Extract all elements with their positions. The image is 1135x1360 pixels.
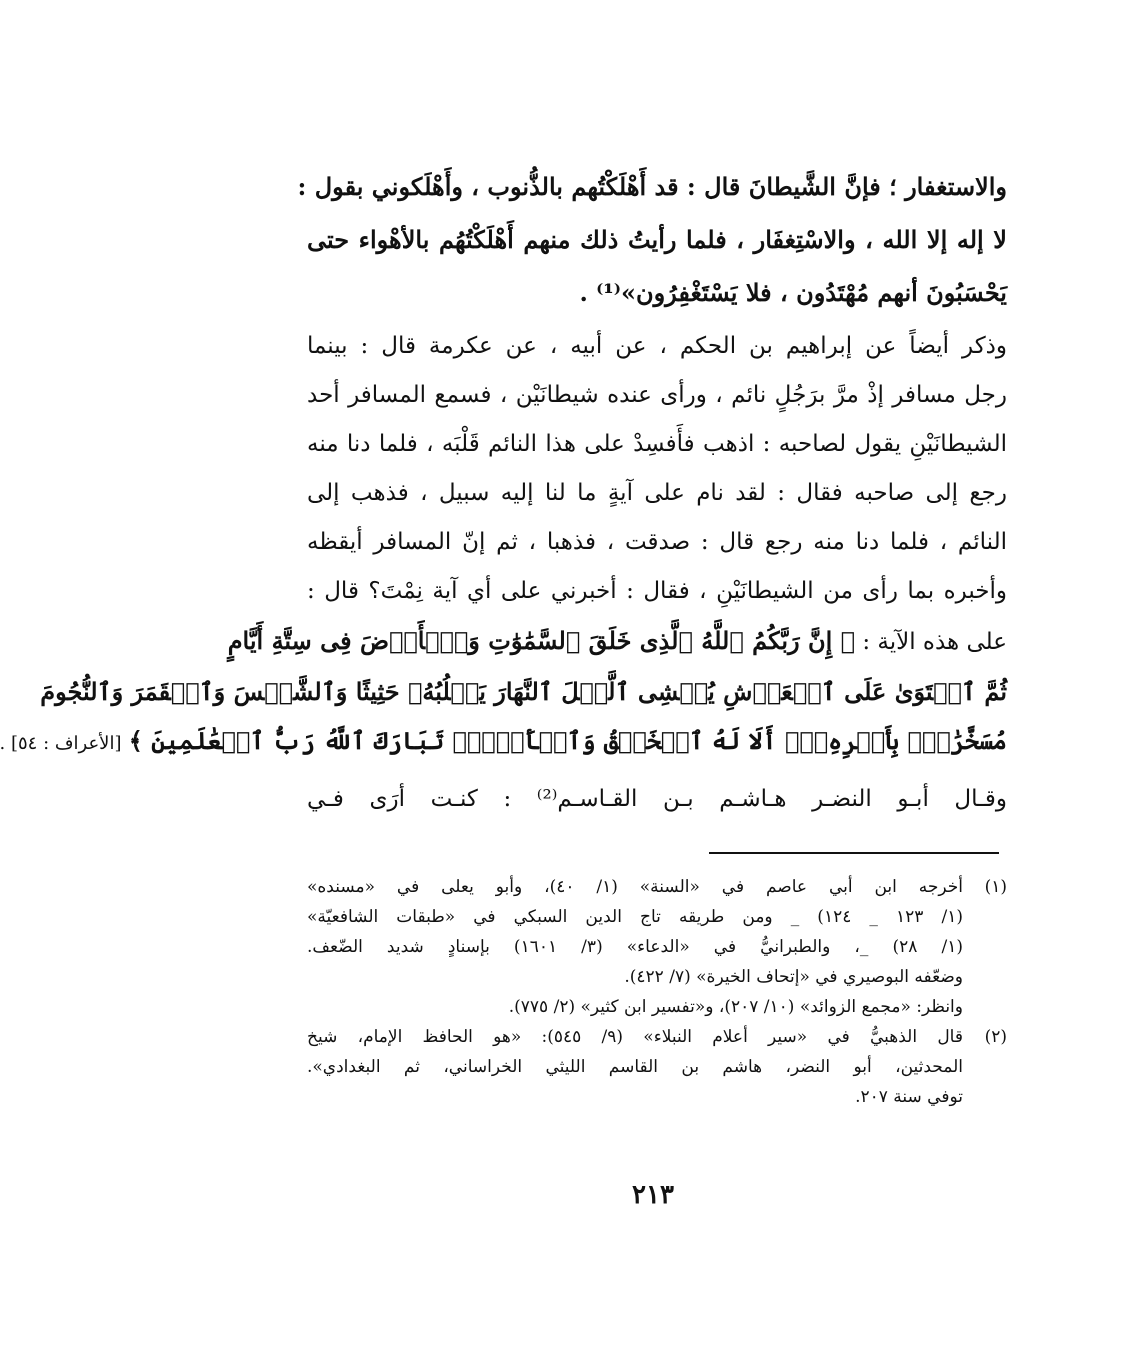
footnote-2 (307, 1022, 1007, 1112)
text-line: لا إله إلا الله ، والاسْتِغفَار ، فلما رأيتُ ذلك منهم أَهْلَكْتُهُم بالأهْواء حتى (307, 225, 1007, 254)
text-line: وذكر أيضاً عن إبراهيم بن الحكم ، عن أبيه ، عن عكرمة قال : بينما (307, 333, 1007, 359)
text-line: يَحْسَبُونَ أنهم مُهْتَدُون ، فلا يَسْتَغْفِرُون»⁽¹⁾ . (579, 278, 1007, 307)
footnote-1 (307, 872, 1007, 1022)
text-line: رجل مسافر إذْ مرَّ برَجُلٍ نائم ، ورأى عنده شيطانَيْن ، فسمع المسافر أحد (307, 382, 1007, 408)
footnote-line: توفي سنة ٢٠٧. (855, 1087, 963, 1107)
paragraph-story (0, 322, 1007, 768)
verse-line-end (0, 716, 1007, 768)
quran-verse-part3: مُسَخَّرَٰتِۭ بِأَمۡرِهِۦٓۗ أَلَا لَهُ ٱلۡخَلۡقُ وَٱلۡأَمۡرُۗ تَبَارَكَ ٱللَّهُ رَبُّ ٱلۡعَٰلَمِينَ ﴾ (128, 726, 1007, 755)
page-number: ٢١٣ (632, 1180, 674, 1210)
quran-verse-part1: ﴿ إِنَّ رَبَّكُمُ ٱللَّهُ ٱلَّذِى خَلَقَ ٱلسَّمَٰوَٰتِ وَٱلۡأَرۡضَ فِى سِتَّةِ أَيَّامٍ (227, 626, 855, 655)
text-line: رجع إلى صاحبه فقال : لقد نام على آيةٍ ما لنا إليه سبيل ، فذهب إلى (307, 480, 1007, 506)
text-line: والاستغفار ؛ فإنَّ الشَّيطانَ قال : قد أَهْلَكْتُهم بالذُّنوب ، وأَهْلَكوني بقول : (297, 172, 1007, 201)
footnote-line: قال الذهبيُّ في «سير أعلام النبلاء» (٩/ ٥٤٥): «هو الحافظ الإمام، شيخ (307, 1027, 963, 1047)
paragraph-abu-nadr (307, 776, 1007, 822)
footnotes (307, 872, 1007, 1112)
footnote-line: المحدثين، أبو النضر، هاشم بن القاسم الليثي الخراساني، ثم البغدادي». (307, 1057, 963, 1077)
text-line: النائم ، فلما دنا منه رجع قال : صدقت ، فذهبا ، ثم إنّ المسافر أيقظه (307, 529, 1007, 555)
quran-verse-part2: ثُمَّ ٱسۡتَوَىٰ عَلَى ٱلۡعَرۡشِ يُغۡشِى ٱلَّيۡلَ ٱلنَّهَارَ يَطۡلُبُهُۥ حَثِيثًا وَٱلشَّمۡسَ وَٱلۡقَمَرَ وَٱلنُّجُومَ (40, 677, 1007, 706)
footnote-number: (١) (984, 877, 1007, 897)
footnote-separator (709, 852, 999, 854)
footnote-line: أخرجه ابن أبي عاصم في «السنة» (١/ ٤٠)، وأبو يعلى في «مسنده» (307, 877, 963, 897)
footnote-number: (٢) (984, 1027, 1007, 1047)
paragraph-istighfar (297, 160, 1007, 319)
footnote-line: (١/ ٢٨) _، والطبرانيُّ في «الدعاء» (٣/ ١٦٠١) بإسنادٍ شديد الضّعف. (307, 937, 963, 957)
text-line: وأخبره بما رأى من الشيطانَيْنِ ، فقال : أخبرني على أي آية نِمْتَ؟ قال : (307, 578, 1007, 604)
verse-line (227, 616, 1007, 667)
footnote-line: وضعّفه البوصيري في «إتحاف الخيرة» (٧/ ٤٢٢). (624, 967, 963, 987)
footnote-line: وانظر: «مجمع الزوائد» (١٠/ ٢٠٧)، و«تفسير ابن كثير» (٢/ ٧٧٥). (508, 997, 963, 1017)
verse-reference: [الأعراف : ٥٤] . (0, 733, 122, 754)
verse-intro: على هذه الآية : (862, 629, 1007, 655)
text-line: الشيطانَيْنِ يقول لصاحبه : اذهب فأَفسِدْ على هذا النائم قَلْبَه ، فلما دنا منه (307, 431, 1007, 457)
footnote-line: (١/ ١٢٣ _ ١٢٤) _ ومن طريقه تاج الدين السبكي في «طبقات الشافعيّة» (307, 907, 963, 927)
text-line: وقـال أبـو النضـر هـاشـم بـن القـاسـم⁽²⁾ : كنـت أرَى فـي (307, 786, 1007, 812)
